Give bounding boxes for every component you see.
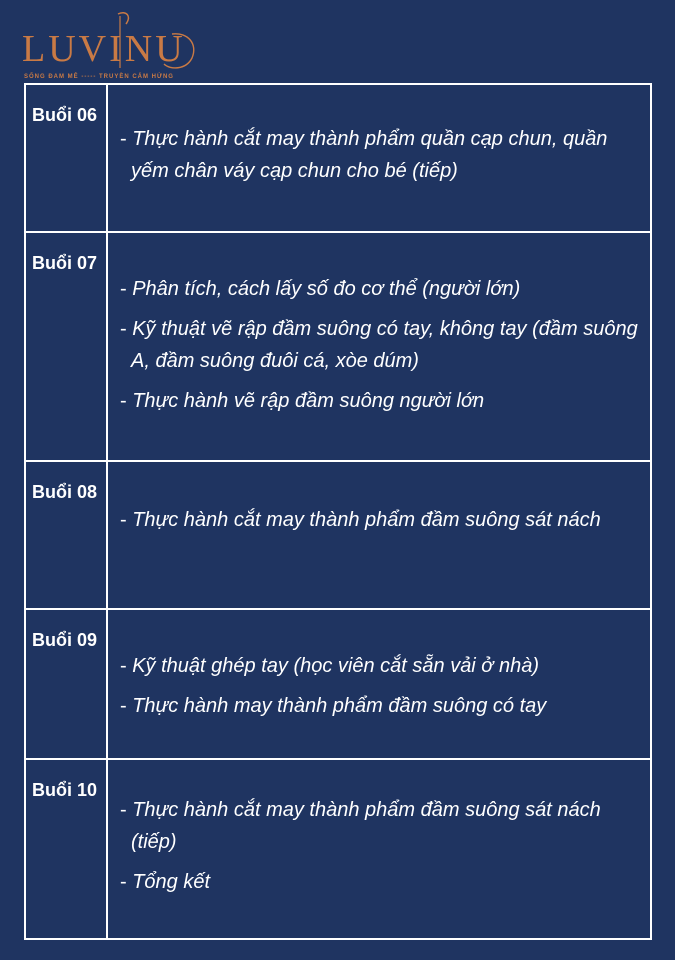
table-row xyxy=(25,609,651,759)
list-item: - Thực hành cắt may thành phẩm quần cạp chun, quần yếm chân váy cạp chun cho bé (tiếp) xyxy=(120,123,638,187)
table-row xyxy=(25,759,651,939)
list-item: - Thực hành cắt may thành phẩm đầm suông sát nách xyxy=(120,504,638,536)
logo-tagline: SỐNG ĐAM MÊ ----- TRUYỀN CẢM HỨNG xyxy=(24,74,174,80)
list-item: - Thực hành may thành phẩm đầm suông có tay xyxy=(120,690,638,722)
table-row xyxy=(25,84,651,232)
logo-text: LUVINU xyxy=(22,28,186,70)
session-label: Buổi 10 xyxy=(25,759,107,939)
list-item: - Phân tích, cách lấy số đo cơ thể (người lớn) xyxy=(120,273,638,305)
list-item: - Thực hành cắt may thành phẩm đầm suông sát nách (tiếp) xyxy=(120,794,638,858)
luvinu-logo xyxy=(22,8,212,80)
session-content xyxy=(107,609,651,759)
schedule-table xyxy=(24,83,652,940)
session-content xyxy=(107,232,651,461)
list-item: - Thực hành vẽ rập đầm suông người lớn xyxy=(120,385,638,417)
session-content xyxy=(107,759,651,939)
list-item: - Kỹ thuật vẽ rập đầm suông có tay, không tay (đầm suông A, đầm suông đuôi cá, xòe dúm) xyxy=(120,313,638,377)
table-row xyxy=(25,232,651,461)
session-content xyxy=(107,84,651,232)
session-label: Buổi 08 xyxy=(25,461,107,609)
session-content xyxy=(107,461,651,609)
session-label: Buổi 09 xyxy=(25,609,107,759)
list-item: - Tổng kết xyxy=(120,866,638,898)
table-row xyxy=(25,461,651,609)
session-label: Buổi 06 xyxy=(25,84,107,232)
session-label: Buổi 07 xyxy=(25,232,107,461)
list-item: - Kỹ thuật ghép tay (học viên cắt sẵn vải ở nhà) xyxy=(120,650,638,682)
